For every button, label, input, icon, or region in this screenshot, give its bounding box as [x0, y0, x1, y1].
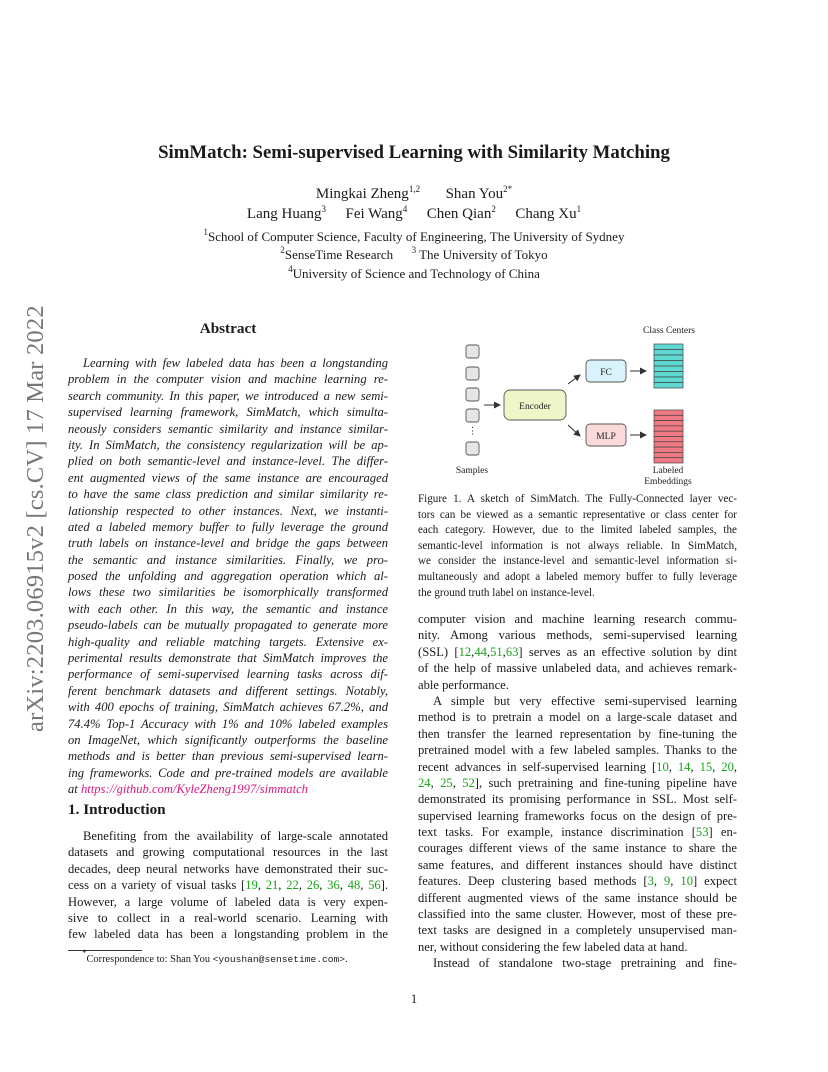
text-segment: ].	[380, 878, 389, 893]
class-center-stack	[654, 344, 683, 388]
text-line: classified into the same cluster. However, most of these pre-	[418, 907, 737, 922]
embedding-row	[654, 447, 683, 452]
code-repository-link[interactable]: https://github.com/KyleZheng1997/simmatch	[80, 782, 308, 797]
page-number: 1	[410, 992, 418, 1006]
caption-line: Figure 1. A sketch of SimMatch. The Fully-Connected layer vec-	[418, 493, 737, 505]
text-segment: ,	[733, 759, 738, 774]
class-center-row	[654, 355, 683, 361]
text-line: plied on both semantic-level and instance-level. The differ-	[68, 454, 388, 469]
text-segment: recent advances in self-supervised learning [	[418, 759, 657, 774]
intro-heading: 1. Introduction	[68, 801, 166, 818]
sample-box	[466, 442, 479, 455]
author-name: Shan You	[445, 186, 504, 202]
text-segment: features. Deep clustering based methods [	[418, 874, 648, 889]
affil-sup: 2	[280, 245, 285, 255]
citation-link[interactable]: 21	[265, 878, 279, 893]
embeddings-label: Embeddings	[644, 477, 692, 487]
caption-line: tors can be viewed as a semantic representative or class center for	[418, 508, 737, 521]
affil-sup: 3	[411, 245, 417, 255]
citation-link[interactable]: 48	[347, 878, 361, 893]
author-affil-sup: 1,2	[408, 184, 421, 194]
text-segment: ] serves as an effective solution by dint	[518, 644, 737, 659]
citation-link[interactable]: 22	[286, 878, 299, 893]
embedding-row	[654, 421, 683, 426]
sample-dots: ⋮	[467, 427, 478, 437]
text-line: decades, deep neural networks have demonstrated their suc-	[68, 861, 388, 876]
footnote-rule	[68, 950, 142, 951]
text-segment: ] expect	[692, 874, 737, 889]
class-center-row	[654, 361, 683, 367]
embedding-row	[654, 458, 683, 463]
embedding-row	[654, 431, 683, 436]
figure-1-caption	[418, 492, 737, 601]
affil-sup: 1	[203, 227, 209, 237]
labeled-label: Labeled	[652, 466, 684, 476]
text-line: lows these two similarities be isomorphically transformed	[68, 585, 388, 600]
author-name: Mingkai Zheng	[315, 186, 409, 202]
footnote-mark: *	[82, 948, 87, 958]
text-line	[418, 824, 737, 840]
citation-link[interactable]: 53	[695, 825, 709, 840]
citation-link[interactable]: 25	[440, 775, 453, 790]
affiliation-4	[0, 266, 828, 282]
sample-box	[466, 345, 479, 358]
class-center-row	[654, 383, 683, 389]
embedding-row	[654, 452, 683, 457]
text-line: cess on a variety of visual tasks [19, 21, 22, 26, 36, 48, 56].	[68, 878, 389, 893]
sample-box	[466, 367, 479, 380]
text-line: ing frameworks. Code and pre-trained models are available	[68, 765, 388, 780]
text-line: methods and is better than previous semi-supervised learn-	[68, 749, 388, 764]
author-name: Fei Wang	[345, 206, 403, 222]
text-line: 24, 25, 52], such pretraining and fine-tuning pipeline have	[418, 775, 738, 790]
embedding-row	[654, 410, 683, 415]
text-line	[68, 781, 388, 797]
text-line: same features, and different instances should have distinct	[418, 857, 737, 872]
citation-link[interactable]: 14	[677, 759, 691, 774]
text-line: different augmented views of the same instance should be	[418, 890, 737, 905]
text-line: of the help of massive unlabeled data, and achieves remark-	[418, 661, 737, 676]
class-center-row	[654, 372, 683, 378]
text-line: truth labels on instance-level and bridge the gaps between	[68, 536, 388, 551]
class-center-row	[654, 377, 683, 383]
text-line: datasets and growing computational resources in the last	[68, 845, 388, 860]
right-column-body	[418, 611, 737, 972]
text-segment: ] en-	[708, 825, 737, 840]
citation-link[interactable]: 12	[458, 644, 472, 659]
text-line: the semantic and instance similarities. Finally, we pro-	[68, 552, 388, 567]
text-line: ity. In SimMatch, the consistency regularization will be ap-	[68, 437, 388, 452]
text-line: features. Deep clustering based methods [3, 9, 10] expect	[418, 874, 737, 889]
text-line: problem in the computer vision and machine learning re-	[68, 372, 388, 387]
affil-text: The University of Tokyo	[419, 247, 548, 262]
figure-1-diagram	[440, 318, 740, 490]
text-segment: text tasks. For example, instance discrimination [	[418, 825, 696, 840]
author-name: Chang Xu	[515, 206, 577, 222]
arrow-encoder-to-mlp	[568, 425, 580, 436]
citation-link[interactable]: 51	[490, 644, 503, 659]
caption-line: each category. However, due to the limited labeled samples, the	[418, 524, 737, 537]
class-centers-label: Class Centers	[643, 326, 695, 336]
caption-line: we consider the instance-level and semantic-level information si-	[418, 555, 737, 568]
abstract-heading: Abstract	[199, 320, 257, 337]
text-segment: (SSL) [	[418, 644, 459, 659]
authors-line-2	[0, 206, 828, 223]
fc-label: FC	[600, 368, 612, 378]
footnote-text: Correspondence to: Shan You	[86, 954, 213, 965]
authors-line-1	[0, 186, 828, 203]
text-line: 74.4% Top-1 Accuracy with 1% and 10% labeled examples	[68, 716, 388, 731]
encoder-label: Encoder	[519, 402, 551, 412]
citation-link[interactable]: 44	[474, 644, 487, 659]
citation-link[interactable]: 9	[663, 874, 671, 889]
abstract-body	[68, 355, 388, 798]
caption-line: the ground truth label on instance-level.	[418, 586, 595, 599]
affil-text: University of Science and Technology of China	[292, 266, 540, 281]
citation-link[interactable]: 24	[418, 775, 431, 790]
intro-body	[68, 828, 388, 943]
text-line: search community. In this paper, we introduced a new semi-	[68, 388, 388, 403]
embedding-row	[654, 426, 683, 431]
citation-link[interactable]: 63	[505, 644, 519, 659]
text-line: pretrained model with a few labeled samples. Thanks to the	[418, 743, 737, 758]
text-line: ent augmented views of the same instance are encouraged	[68, 470, 388, 485]
text-line: supervised learning framework, SimMatch, which simulta-	[68, 405, 388, 420]
text-line: nity. Among various methods, semi-supervised learning	[418, 628, 737, 643]
caption-line: multaneously and adopt a labeled memory buffer to fully leverage	[418, 570, 737, 583]
embedding-row	[654, 442, 683, 447]
text-line: However, a large volume of labeled data is very expen-	[68, 894, 388, 909]
text-line: few labeled data has been a longstanding problem in the	[68, 927, 388, 942]
citation-link[interactable]: 19	[245, 878, 258, 893]
samples-label: Samples	[455, 466, 489, 476]
text-line: computer vision and machine learning research commu-	[418, 612, 737, 626]
author-affil-sup: 4	[402, 204, 408, 214]
arrow-encoder-to-fc	[568, 375, 580, 384]
author-name: Lang Huang	[246, 206, 322, 222]
caption-line: semantic-level information is not always reliable. In SimMatch,	[418, 539, 737, 552]
text-line: neously considers semantic similarity and instance similar-	[68, 421, 388, 436]
text-line: method is to pretrain a model on a large-scale dataset and	[418, 710, 737, 725]
footnote-text: .	[345, 954, 348, 965]
text-line: with 400 epochs of training, SimMatch achieves 67.2%, and	[68, 700, 388, 715]
text-line: able performance.	[418, 677, 509, 692]
text-line: demonstrated its promising performance in SSL. Most self-	[418, 792, 737, 807]
author-affil-sup: 2	[491, 204, 496, 214]
text-segment: cess on a variety of visual tasks [	[68, 878, 246, 893]
citation-link[interactable]: 10	[656, 759, 669, 774]
paper-title: SimMatch: Semi-supervised Learning with Similarity Matching	[158, 142, 670, 163]
text-line: to have the same class prediction and similar similarity re-	[68, 487, 388, 502]
class-center-row	[654, 344, 683, 350]
embedding-row	[654, 437, 683, 442]
text-segment: at	[68, 782, 81, 797]
citation-link[interactable]: 26	[306, 878, 320, 893]
citation-link[interactable]: 20	[721, 759, 734, 774]
citation-link[interactable]: 52	[462, 775, 475, 790]
text-line: performance of semi-supervised learning tasks across dif-	[68, 667, 388, 682]
author-affil-sup: 2*	[503, 184, 513, 194]
author-name: Chen Qian	[426, 206, 492, 222]
citation-link[interactable]: 15	[699, 759, 713, 774]
text-line: Benefiting from the availability of large-scale annotated	[83, 829, 388, 843]
footnote-email[interactable]: <youshan@sensetime.com>	[212, 954, 346, 965]
citation-link[interactable]: 36	[327, 878, 340, 893]
text-line: ated a labeled memory buffer to fully leverage the ground	[68, 519, 388, 534]
author-affil-sup: 1	[576, 204, 582, 214]
mlp-label: MLP	[596, 432, 616, 442]
class-center-row	[654, 350, 683, 356]
labeled-embedding-stack	[654, 410, 683, 463]
text-line: text tasks are designed in a completely unsupervised man-	[418, 923, 737, 938]
text-line: A simple but very effective semi-supervised learning	[433, 693, 737, 708]
arxiv-stamp: arXiv:2203.06915v2 [cs.CV] 17 Mar 2022	[22, 305, 49, 732]
text-line: posed the unfolding and aggregation operation which al-	[68, 569, 388, 584]
text-line: pseudo-labels can be mutually propagated to generate more	[68, 618, 388, 633]
author-affil-sup: 3	[321, 204, 326, 214]
text-line: with each other. In this way, the semantic and instance	[68, 601, 388, 616]
text-line: ner, without considering the few labeled data at hand.	[418, 939, 688, 954]
embedding-row	[654, 415, 683, 420]
text-line: lationship respected to other instances. Next, we instanti-	[68, 503, 388, 518]
citation-link[interactable]: 56	[368, 878, 381, 893]
text-line: supervised learning frameworks focus on the design of pre-	[418, 808, 737, 823]
sample-box	[466, 409, 479, 422]
text-line: (SSL) [12,44,51,63] serves as an effective solution by dint	[418, 644, 737, 659]
affil-text: School of Computer Science, Faculty of Engineering, The University of Sydney	[208, 229, 625, 244]
text-line: sive to collect in a real-world scenario. Learning with	[68, 910, 388, 925]
citation-link[interactable]: 10	[680, 874, 693, 889]
sample-stack	[466, 345, 479, 455]
sample-box	[466, 388, 479, 401]
class-center-row	[654, 366, 683, 372]
affil-text: SenseTime Research	[284, 247, 394, 262]
text-line: on ImageNet, which significantly outperforms the baseline	[68, 732, 388, 747]
text-line: Instead of standalone two-stage pretraining and fine-	[433, 956, 737, 971]
affiliation-2-3	[0, 247, 828, 263]
footnote	[82, 948, 348, 965]
citation-link[interactable]: 3	[647, 874, 654, 889]
affil-sup: 4	[288, 264, 293, 274]
text-line: perimental results demonstrate that SimMatch improves the	[68, 651, 388, 666]
text-line: high-quality and reliable matching targets. Extensive ex-	[68, 634, 388, 649]
text-line: recent advances in self-supervised learning [10, 14, 15, 20,	[418, 759, 738, 774]
text-line: ferent benchmark datasets and different settings. Notably,	[68, 683, 388, 698]
text-line: Learning with few labeled data has been a longstanding	[83, 356, 388, 370]
affiliation-1	[0, 229, 828, 245]
text-segment: ], such pretraining and fine-tuning pipeline have	[474, 775, 738, 790]
text-line: courages different views of the same instance to share the	[418, 841, 737, 856]
text-line: then transfer the learned representation by fine-tuning the	[418, 726, 737, 741]
